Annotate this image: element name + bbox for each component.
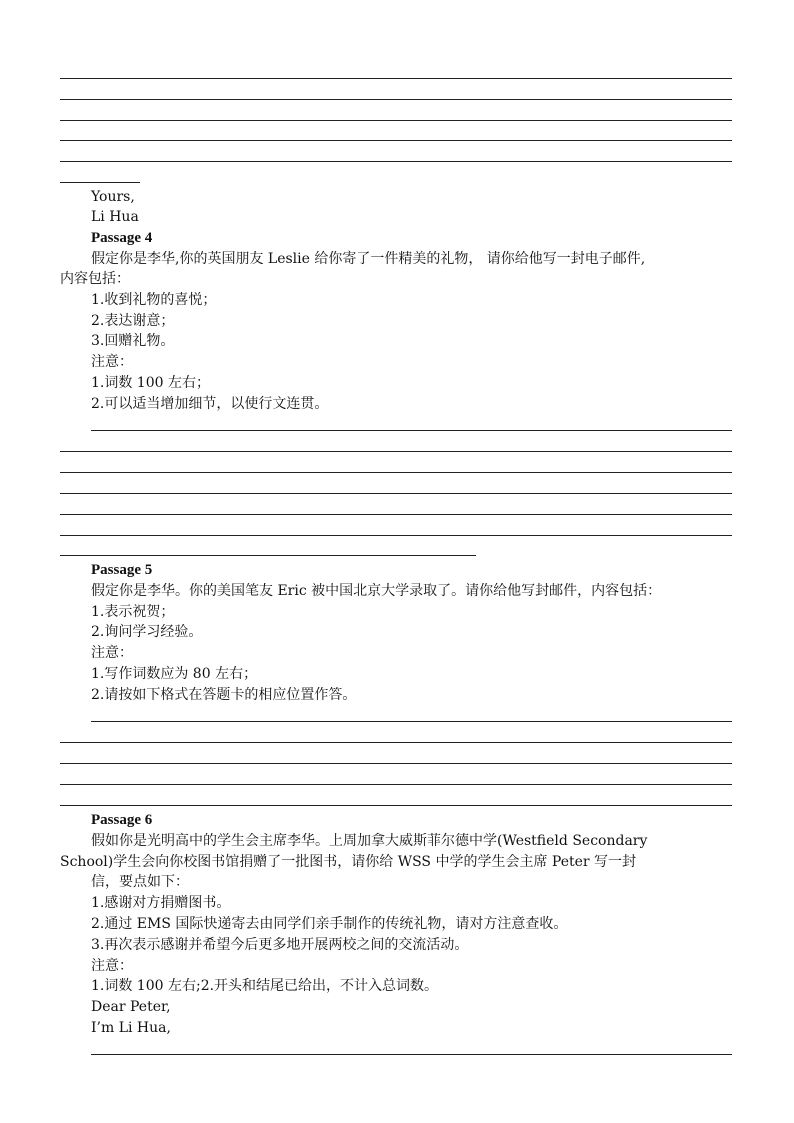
- passage4-line: 3.回赠礼物。: [91, 333, 175, 349]
- passage4-title: Passage 4: [91, 230, 153, 246]
- closing-yours: Yours,: [91, 189, 135, 205]
- passage4-line: 1.收到礼物的喜悦；: [91, 292, 217, 308]
- passage4-line: 1.词数 100 左右；: [91, 375, 210, 391]
- answer-line-short: [60, 182, 140, 183]
- passage4-line: 内容包括：: [60, 271, 130, 287]
- passage5-line: 2.询问学习经验。: [91, 624, 203, 640]
- passage6-line: 假如你是光明高中的学生会主席李华。上周加拿大威斯菲尔德中学(Westfield Secondary: [91, 833, 648, 849]
- passage6-line: 3.再次表示感谢并希望今后更多地开展两校之间的交流活动。: [91, 937, 469, 953]
- passage4-line: 2.表达谢意；: [91, 313, 175, 329]
- answer-line: [60, 451, 732, 452]
- passage4-line: 注意：: [91, 354, 133, 370]
- passage6-line: 注意：: [91, 958, 133, 974]
- answer-line: [91, 721, 732, 722]
- passage5-line: 假定你是李华。你的美国笔友 Eric 被中国北京大学录取了。请你给他写封邮件，内容包括：: [91, 583, 662, 599]
- answer-line: [60, 99, 732, 100]
- answer-line: [60, 120, 732, 121]
- passage6-line: I’m Li Hua,: [91, 1020, 171, 1036]
- passage5-line: 注意：: [91, 645, 133, 661]
- answer-line: [60, 535, 732, 536]
- answer-line: [60, 140, 732, 141]
- answer-line: [60, 493, 732, 494]
- answer-line: [60, 78, 732, 79]
- passage6-line: School)学生会向你校图书馆捐赠了一批图书，请你给 WSS 中学的学生会主席 Peter 写一封: [60, 854, 637, 870]
- answer-line: [60, 742, 732, 743]
- passage4-line: 假定你是李华,你的英国朋友 Leslie 给你寄了一件精美的礼物， 请你给他写一封电子邮件,: [91, 251, 646, 267]
- answer-line: [60, 161, 732, 162]
- passage6-line: 2.通过 EMS 国际快递寄去由同学们亲手制作的传统礼物，请对方注意查收。: [91, 916, 568, 932]
- closing-name: Li Hua: [91, 209, 139, 225]
- answer-line: [91, 1054, 732, 1055]
- passage6-line: Dear Peter,: [91, 999, 171, 1015]
- passage6-line: 信，要点如下：: [91, 874, 189, 890]
- passage5-line: 2.请按如下格式在答题卡的相应位置作答。: [91, 687, 357, 703]
- passage6-line: 1.感谢对方捐赠图书。: [91, 895, 231, 911]
- answer-line: [60, 514, 732, 515]
- answer-line: [60, 763, 732, 764]
- passage6-title: Passage 6: [91, 812, 153, 828]
- answer-line: [91, 430, 732, 431]
- answer-line: [60, 805, 732, 806]
- passage5-line: 1.表示祝贺；: [91, 604, 175, 620]
- passage6-line: 1.词数 100 左右;2.开头和结尾已给出，不计入总词数。: [91, 978, 439, 994]
- passage5-line: 1.写作词数应为 80 左右；: [91, 666, 258, 682]
- answer-line: [60, 784, 732, 785]
- answer-line: [60, 472, 732, 473]
- passage4-line: 2.可以适当增加细节，以使行文连贯。: [91, 396, 329, 412]
- answer-line-short: [60, 555, 476, 556]
- passage5-title: Passage 5: [91, 562, 153, 578]
